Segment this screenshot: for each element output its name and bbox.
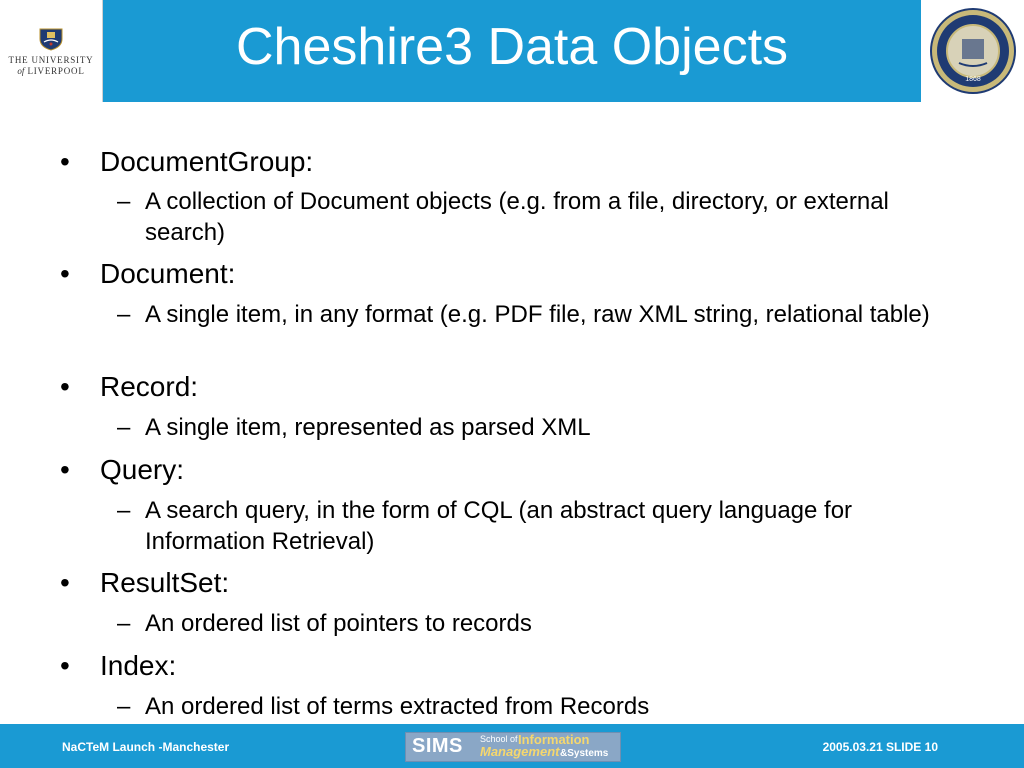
footer-event-label: NaCTeM Launch -Manchester <box>62 740 230 754</box>
bullet-dot: • <box>60 454 70 485</box>
liverpool-logo <box>0 0 103 102</box>
bullet-label: DocumentGroup: <box>100 146 314 177</box>
sims-management: Management <box>480 744 560 759</box>
university-name-line1: THE UNIVERSITY <box>8 54 94 65</box>
sub-text: A single item, in any format (e.g. PDF file, raw XML string, relational table) <box>145 301 930 328</box>
bullet-dot: • <box>60 146 70 177</box>
university-name-line2: of LIVERPOOL <box>17 65 85 76</box>
sub-text: A collection of Document objects (e.g. from a file, directory, or external search) <box>145 188 889 246</box>
sims-information: Information <box>518 732 590 747</box>
sub-dash: – <box>117 301 131 328</box>
bullet-dot: • <box>60 650 70 681</box>
sims-logo <box>405 732 621 762</box>
bullet-label: Index: <box>100 650 177 681</box>
sub-text: A search query, in the form of CQL (an abstract query language for Information Retrieval) <box>145 497 853 555</box>
sub-text: An ordered list of pointers to records <box>145 610 532 637</box>
sims-wordmark: SIMS <box>412 735 463 757</box>
liverpool-crest-icon <box>38 27 64 51</box>
sub-dash: – <box>117 188 131 215</box>
sub-dash: – <box>117 497 131 524</box>
bullet-label: Query: <box>100 454 185 485</box>
bullet-dot: • <box>60 567 70 598</box>
sub-text: A single item, represented as parsed XML <box>145 414 591 441</box>
berkeley-seal <box>921 0 1024 102</box>
sims-school-of: School of <box>480 734 518 744</box>
slide-body <box>0 102 1024 724</box>
sub-dash: – <box>117 414 131 441</box>
uc-berkeley-seal-icon <box>929 7 1017 95</box>
sub-text: An ordered list of terms extracted from Records <box>145 693 650 720</box>
bullet-dot: • <box>60 258 70 289</box>
sub-dash: – <box>117 610 131 637</box>
sub-dash: – <box>117 693 131 720</box>
svg-text:1868: 1868 <box>964 76 981 83</box>
bullet-label: Record: <box>100 371 199 402</box>
title-bar <box>103 0 921 102</box>
bullet-label: Document: <box>100 258 236 289</box>
footer-slide-number: 2005.03.21 SLIDE 10 <box>822 740 938 754</box>
bullet-label: ResultSet: <box>100 567 230 598</box>
slide-header <box>0 0 1024 102</box>
slide-footer <box>0 724 1024 768</box>
bullet-dot: • <box>60 371 70 402</box>
sims-systems: &Systems <box>560 748 609 759</box>
slide-title: Cheshire3 Data Objects <box>235 18 789 76</box>
